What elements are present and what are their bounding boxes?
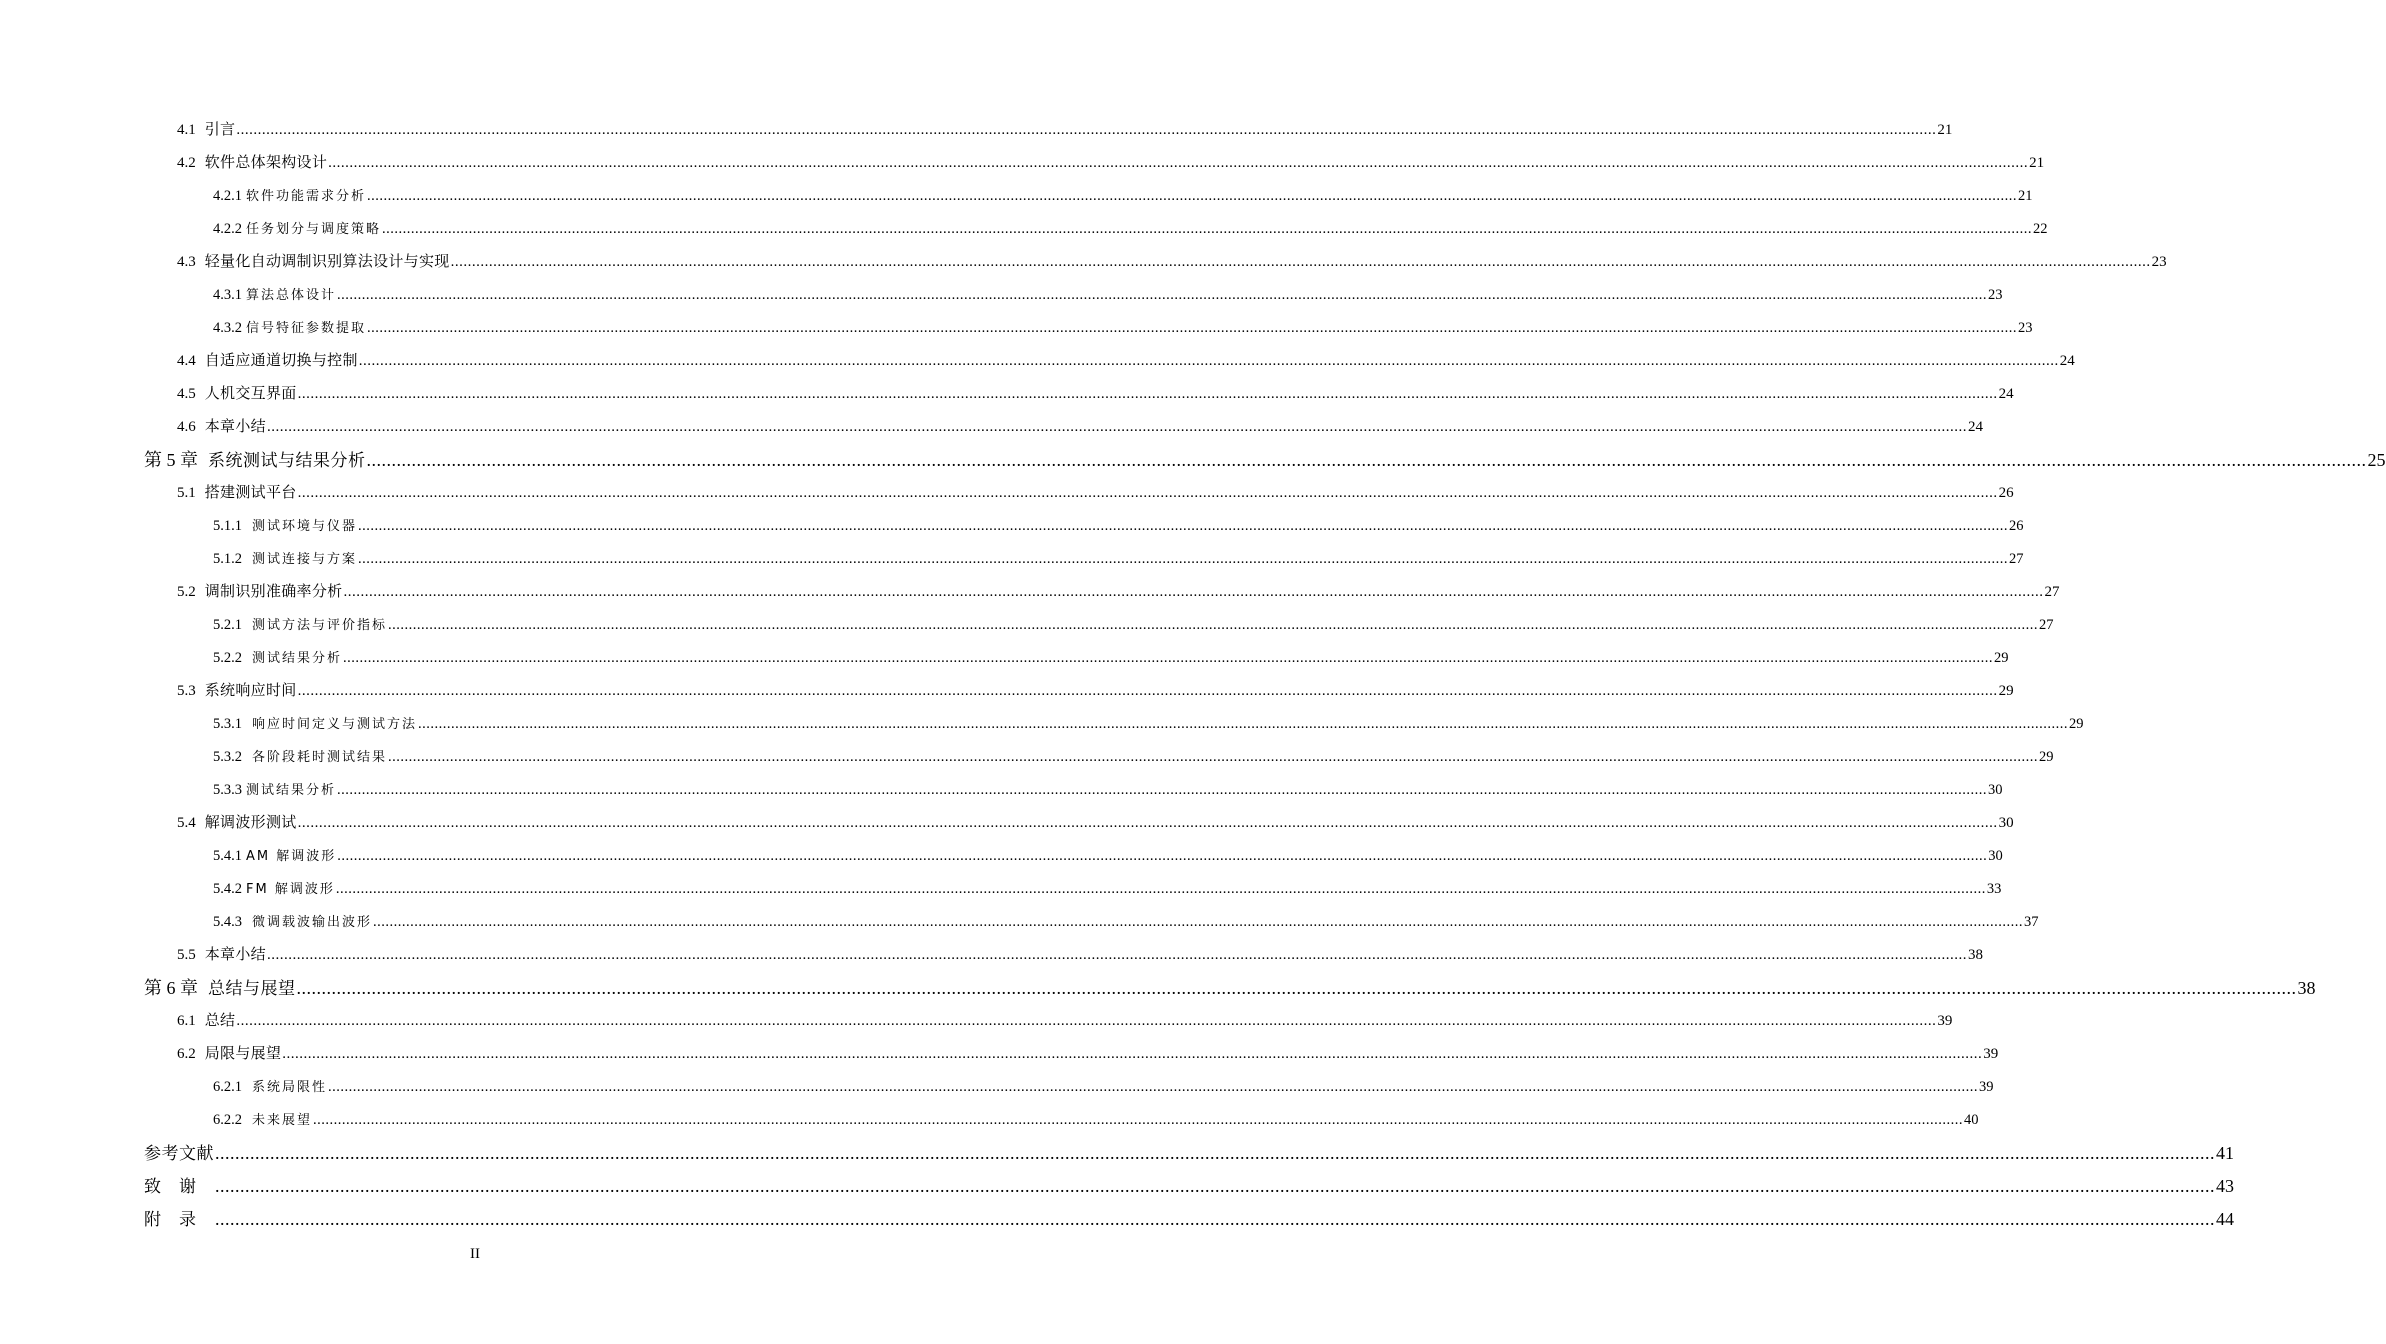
toc-entry[interactable] [0, 1069, 1994, 1102]
toc-entry[interactable] [0, 739, 2054, 772]
toc-entry[interactable] [0, 607, 2054, 640]
toc-entry-page: 37 [2024, 913, 2039, 930]
toc-entry[interactable] [0, 145, 2045, 178]
toc-entry-number: 5.3.2 [213, 748, 242, 765]
toc-entry-title: 致谢 [144, 1177, 214, 1197]
toc-entry[interactable] [0, 574, 2060, 607]
toc-entry-title: 未来展望 [252, 1112, 313, 1128]
toc-entry-page: 22 [2033, 220, 2048, 237]
toc-entry-number: 5.4.1 [213, 847, 242, 864]
toc-leader-dots: ................................................................................................................................................................................................................................................................................................................................................................................................................ [337, 286, 1988, 303]
toc-entry-number: 6.2.1 [213, 1078, 242, 1095]
toc-leader-dots: ................................................................................................................................................................................................................................................................................................................................................................................................................ [215, 1209, 2215, 1229]
toc-entry-title: 引言 [204, 122, 236, 138]
toc-leader-dots: ................................................................................................................................................................................................................................................................................................................................................................................................................ [367, 319, 2018, 336]
toc-entry-page: 30 [1998, 815, 2014, 831]
toc-entry-page: 29 [1994, 649, 2009, 666]
toc-entry-title: 总结与展望 [208, 978, 296, 999]
toc-leader-dots: ................................................................................................................................................................................................................................................................................................................................................................................................................ [296, 977, 2297, 998]
toc-entry-title: 搭建测试平台 [204, 485, 297, 501]
toc-entry-title: 人机交互界面 [204, 386, 297, 402]
toc-entry[interactable] [0, 673, 2014, 706]
toc-entry-number: 第 5 章 [144, 449, 198, 470]
toc-entry-title: 算法总体设计 [246, 287, 337, 303]
toc-entry-title: 系统局限性 [252, 1079, 328, 1095]
toc-entry-number: 4.2.2 [213, 220, 242, 237]
toc-entry-title: 自适应通道切换与控制 [204, 353, 358, 369]
toc-entry[interactable] [0, 904, 2039, 937]
toc-entry-title: 微调载波输出波形 [252, 914, 373, 930]
toc-entry-page: 39 [1979, 1078, 1994, 1095]
toc-entry-title: 测试方法与评价指标 [252, 617, 388, 633]
toc-leader-dots: ................................................................................................................................................................................................................................................................................................................................................................................................................ [337, 781, 1988, 798]
toc-entry-page: 29 [2069, 715, 2084, 732]
toc-entry[interactable] [0, 706, 2084, 739]
toc-leader-dots: ................................................................................................................................................................................................................................................................................................................................................................................................................ [236, 122, 1937, 138]
toc-entry-page: 29 [2039, 748, 2054, 765]
toc-entry[interactable] [0, 937, 1983, 970]
toc-entry-title: 系统测试与结果分析 [208, 450, 366, 471]
toc-entry-number: 4.3.2 [213, 319, 242, 336]
toc-entry-number: 4.3 [177, 254, 196, 270]
toc-entry[interactable] [0, 871, 2002, 904]
toc-entry-title: 本章小结 [204, 947, 266, 963]
toc-entry-title: 参考文献 [144, 1144, 214, 1164]
toc-entry[interactable] [0, 1003, 1953, 1036]
toc-entry[interactable] [0, 640, 2009, 673]
toc-entry-number: 4.2 [177, 155, 196, 171]
toc-entry-title: 响应时间定义与测试方法 [252, 716, 418, 732]
toc-entry-number: 5.3 [177, 683, 196, 699]
toc-entry-number: 5.4.3 [213, 913, 242, 930]
toc-entry-number: 6.2.2 [213, 1111, 242, 1128]
toc-leader-dots: ................................................................................................................................................................................................................................................................................................................................................................................................................ [266, 947, 1967, 963]
toc-entry[interactable] [0, 1036, 1999, 1069]
toc-leader-dots: ................................................................................................................................................................................................................................................................................................................................................................................................................ [367, 187, 2018, 204]
toc-entry-page: 39 [1983, 1046, 1999, 1062]
toc-entry-title: 测试结果分析 [252, 650, 343, 666]
toc-entry-number: 5.4 [177, 815, 196, 831]
toc-leader-dots: ................................................................................................................................................................................................................................................................................................................................................................................................................ [373, 913, 2024, 930]
toc-entry-page: 40 [1964, 1111, 1979, 1128]
toc-leader-dots: ................................................................................................................................................................................................................................................................................................................................................................................................................ [450, 254, 2151, 270]
toc-entry-number: 4.5 [177, 386, 196, 402]
toc-entry-number: 5.3.1 [213, 715, 242, 732]
toc-entry-page: 27 [2009, 550, 2024, 567]
toc-entry[interactable] [0, 838, 2003, 871]
toc-entry-page: 38 [2297, 977, 2316, 998]
toc-entry-title: 测试结果分析 [246, 782, 337, 798]
toc-entry-number: 5.1 [177, 485, 196, 501]
toc-entry-number: 4.3.1 [213, 286, 242, 303]
toc-entry[interactable] [0, 1201, 2234, 1234]
toc-leader-dots: ................................................................................................................................................................................................................................................................................................................................................................................................................ [282, 1046, 1983, 1062]
toc-entry-page: 21 [2029, 155, 2045, 171]
toc-entry-page: 26 [2009, 517, 2024, 534]
toc-entry-title: FM 解调波形 [246, 881, 335, 897]
page-number: II [470, 1246, 480, 1262]
toc-entry-page: 21 [2018, 187, 2033, 204]
toc-leader-dots: ................................................................................................................................................................................................................................................................................................................................................................................................................ [297, 815, 1998, 831]
toc-entry-page: 33 [1986, 880, 2002, 897]
toc-leader-dots: ................................................................................................................................................................................................................................................................................................................................................................................................................ [328, 1078, 1979, 1095]
toc-entry-page: 43 [2216, 1176, 2234, 1196]
toc-entry[interactable] [0, 1102, 1979, 1135]
toc-entry-page: 27 [2044, 584, 2060, 600]
toc-entry-page: 23 [2151, 254, 2167, 270]
toc-entry-page: 30 [1988, 781, 2003, 798]
toc-entry-number: 4.2.1 [213, 187, 242, 204]
toc-entry-title: 轻量化自动调制识别算法设计与实现 [204, 254, 450, 270]
toc-entry-title: AM 解调波形 [246, 848, 337, 864]
toc-entry-number: 6.1 [177, 1013, 196, 1029]
toc-entry-title: 软件功能需求分析 [246, 188, 367, 204]
toc-leader-dots: ................................................................................................................................................................................................................................................................................................................................................................................................................ [236, 1013, 1937, 1029]
toc-entry-title: 任务划分与调度策略 [246, 221, 382, 237]
toc-entry-page: 44 [2216, 1209, 2234, 1229]
toc-entry-number: 5.5 [177, 947, 196, 963]
toc-leader-dots: ................................................................................................................................................................................................................................................................................................................................................................................................................ [215, 1176, 2215, 1196]
toc-entry-number: 5.2.2 [213, 649, 242, 666]
toc-entry-title: 调制识别准确率分析 [204, 584, 343, 600]
toc-entry-title: 局限与展望 [204, 1046, 282, 1062]
toc-leader-dots: ................................................................................................................................................................................................................................................................................................................................................................................................................ [358, 353, 2059, 369]
toc-entry[interactable] [0, 805, 2014, 838]
toc-entry-title: 本章小结 [204, 419, 266, 435]
toc-leader-dots: ................................................................................................................................................................................................................................................................................................................................................................................................................ [358, 550, 2009, 567]
toc-entry-number: 5.2.1 [213, 616, 242, 633]
toc-entry[interactable] [0, 310, 2033, 343]
toc-entry-page: 24 [1998, 386, 2014, 402]
toc-entry-title: 总结 [204, 1013, 236, 1029]
table-of-contents [0, 112, 2386, 1234]
toc-leader-dots: ................................................................................................................................................................................................................................................................................................................................................................................................................ [418, 715, 2069, 732]
toc-entry-page: 41 [2216, 1143, 2234, 1163]
toc-entry[interactable] [0, 1135, 2234, 1168]
toc-entry[interactable] [0, 277, 2003, 310]
toc-entry-title: 信号特征参数提取 [246, 320, 367, 336]
toc-entry-number: 5.2 [177, 584, 196, 600]
toc-entry-number: 第 6 章 [144, 977, 198, 998]
toc-entry-number: 4.1 [177, 122, 196, 138]
toc-leader-dots: ................................................................................................................................................................................................................................................................................................................................................................................................................ [313, 1111, 1964, 1128]
toc-entry-page: 29 [1998, 683, 2014, 699]
toc-leader-dots: ................................................................................................................................................................................................................................................................................................................................................................................................................ [343, 649, 1994, 666]
toc-entry[interactable] [0, 178, 2033, 211]
toc-entry-title: 软件总体架构设计 [204, 155, 328, 171]
toc-leader-dots: ................................................................................................................................................................................................................................................................................................................................................................................................................ [343, 584, 2044, 600]
toc-entry-number: 5.3.3 [213, 781, 242, 798]
toc-entry-page: 25 [2367, 449, 2386, 470]
toc-entry-title: 测试连接与方案 [252, 551, 358, 567]
toc-leader-dots: ................................................................................................................................................................................................................................................................................................................................................................................................................ [337, 847, 1988, 864]
toc-entry[interactable] [0, 343, 2075, 376]
toc-entry-number: 5.1.2 [213, 550, 242, 567]
toc-entry[interactable] [0, 409, 1983, 442]
toc-entry-number: 5.4.2 [213, 880, 242, 897]
toc-leader-dots: ................................................................................................................................................................................................................................................................................................................................................................................................................ [297, 683, 1998, 699]
toc-entry[interactable] [0, 376, 2014, 409]
toc-leader-dots: ................................................................................................................................................................................................................................................................................................................................................................................................................ [297, 386, 1998, 402]
toc-leader-dots: ................................................................................................................................................................................................................................................................................................................................................................................................................ [328, 155, 2029, 171]
toc-entry[interactable] [0, 1168, 2234, 1201]
toc-entry-title: 附录 [144, 1210, 214, 1230]
toc-entry-number: 5.1.1 [213, 517, 242, 534]
toc-leader-dots: ................................................................................................................................................................................................................................................................................................................................................................................................................ [266, 419, 1967, 435]
toc-leader-dots: ................................................................................................................................................................................................................................................................................................................................................................................................................ [335, 880, 1986, 897]
toc-leader-dots: ................................................................................................................................................................................................................................................................................................................................................................................................................ [297, 485, 1998, 501]
toc-entry[interactable] [0, 541, 2024, 574]
toc-entry-number: 4.6 [177, 419, 196, 435]
toc-entry-page: 27 [2039, 616, 2054, 633]
toc-leader-dots: ................................................................................................................................................................................................................................................................................................................................................................................................................ [388, 616, 2039, 633]
toc-entry[interactable] [0, 442, 2386, 475]
toc-entry-page: 24 [2059, 353, 2075, 369]
toc-entry-title: 系统响应时间 [204, 683, 297, 699]
toc-entry-title: 解调波形测试 [204, 815, 297, 831]
toc-entry-page: 23 [1988, 286, 2003, 303]
toc-entry-page: 39 [1937, 1013, 1953, 1029]
toc-entry-page: 23 [2018, 319, 2033, 336]
toc-leader-dots: ................................................................................................................................................................................................................................................................................................................................................................................................................ [215, 1143, 2215, 1163]
toc-entry[interactable] [0, 970, 2316, 1003]
toc-entry-title: 测试环境与仪器 [252, 518, 358, 534]
toc-entry[interactable] [0, 211, 2048, 244]
toc-entry-page: 30 [1988, 847, 2003, 864]
toc-leader-dots: ................................................................................................................................................................................................................................................................................................................................................................................................................ [382, 220, 2033, 237]
toc-entry[interactable] [0, 475, 2014, 508]
toc-entry-number: 4.4 [177, 353, 196, 369]
toc-entry-page: 38 [1967, 947, 1983, 963]
toc-entry[interactable] [0, 112, 1953, 145]
toc-entry-title: 各阶段耗时测试结果 [252, 749, 388, 765]
toc-entry-page: 24 [1967, 419, 1983, 435]
toc-leader-dots: ................................................................................................................................................................................................................................................................................................................................................................................................................ [388, 748, 2039, 765]
toc-entry[interactable] [0, 244, 2167, 277]
toc-entry[interactable] [0, 772, 2003, 805]
toc-entry[interactable] [0, 508, 2024, 541]
toc-entry-page: 21 [1937, 122, 1953, 138]
toc-entry-number: 6.2 [177, 1046, 196, 1062]
toc-entry-page: 26 [1998, 485, 2014, 501]
toc-leader-dots: ................................................................................................................................................................................................................................................................................................................................................................................................................ [358, 517, 2009, 534]
toc-leader-dots: ................................................................................................................................................................................................................................................................................................................................................................................................................ [366, 449, 2367, 470]
